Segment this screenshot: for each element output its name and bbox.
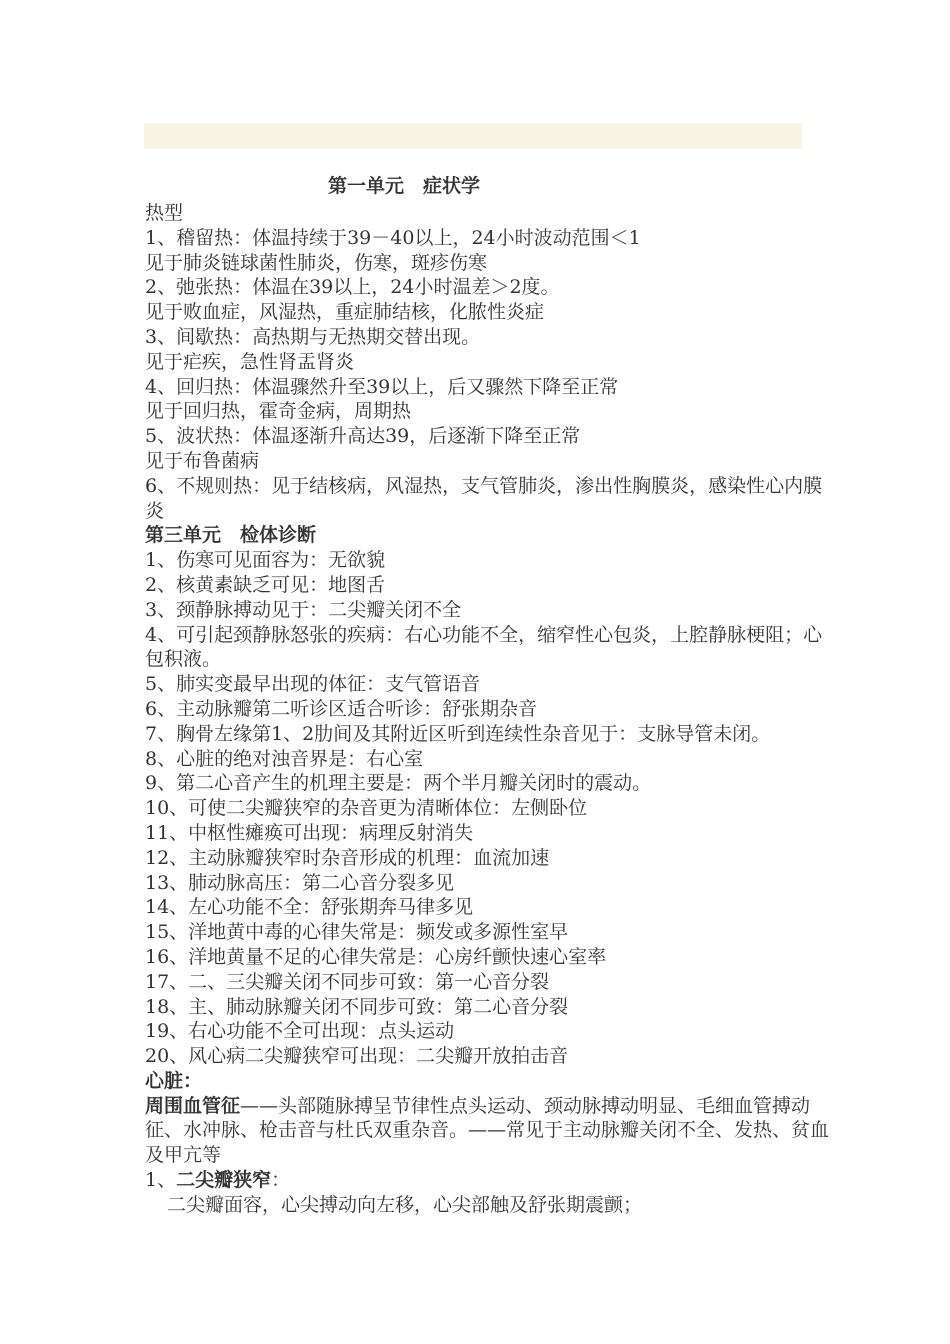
unit1-section xyxy=(145,201,835,523)
unit1-line: 见于肺炎链球菌性肺炎，伤寒，斑疹伤寒 xyxy=(145,251,488,274)
unit3-title: 第三单元 检体诊断 xyxy=(145,524,317,547)
unit1-line: 见于败血症，风湿热，重症肺结核，化脓性炎症 xyxy=(145,301,545,324)
unit1-title: 第一单元 症状学 xyxy=(328,175,481,197)
unit3-item: 15、洋地黄中毒的心律失常是：频发或多源性室早 xyxy=(145,921,569,944)
unit3-item: 20、风心病二尖瓣狭窄可出现：二尖瓣开放拍击音 xyxy=(145,1045,569,1068)
unit3-item: 1、伤寒可见面容为：无欲貌 xyxy=(145,549,386,572)
peripheral-vascular-sign xyxy=(145,1094,835,1168)
unit3-item: 9、第二心音产生的机理主要是：两个半月瓣关闭时的震动。 xyxy=(145,772,652,795)
unit3-item: 17、二、三尖瓣关闭不同步可致：第一心音分裂 xyxy=(145,970,550,993)
unit1-line: 见于布鲁菌病 xyxy=(145,449,260,472)
unit1-line: 热型 xyxy=(145,202,184,224)
unit3-item: 19、右心功能不全可出现：点头运动 xyxy=(145,1020,455,1043)
unit3-item: 16、洋地黄量不足的心律失常是：心房纤颤快速心室率 xyxy=(145,945,607,968)
unit1-line: 4、回归热：体温骤然升至39以上，后又骤然下降至正常 xyxy=(145,375,619,398)
unit1-line: 见于回归热，霍奇金病，周期热 xyxy=(145,400,412,423)
unit3-item: 3、颈静脉搏动见于：二尖瓣关闭不全 xyxy=(145,598,462,621)
unit3-item: 6、主动脉瓣第二听诊区适合听诊：舒张期杂音 xyxy=(145,697,538,720)
mitral-stenosis-text: 二尖瓣面容，心尖搏动向左移，心尖部触及舒张期震颤； xyxy=(167,1193,643,1216)
unit3-item: 8、心脏的绝对浊音界是：右心室 xyxy=(145,747,424,770)
header-band xyxy=(144,123,802,149)
unit3-item: 2、核黄素缺乏可见：地图舌 xyxy=(145,573,386,596)
unit3-item: 18、主、肺动脉瓣关闭不同步可致：第二心音分裂 xyxy=(145,995,569,1018)
unit3-item: 11、中枢性瘫痪可出现：病理反射消失 xyxy=(145,821,474,844)
mitral-stenosis-heading xyxy=(145,1168,835,1193)
unit1-line: 3、间歇热：高热期与无热期交替出现。 xyxy=(145,325,481,348)
mitral-stenosis-title: 二尖瓣狭窄 xyxy=(176,1169,272,1192)
unit1-line: 6、不规则热：见于结核病，风湿热，支气管肺炎，渗出性胸膜炎，感染性心内膜炎 xyxy=(145,474,823,522)
unit3-item: 14、左心功能不全：舒张期奔马律多见 xyxy=(145,896,474,919)
heart-heading: 心脏： xyxy=(145,1069,203,1092)
unit3-item: 13、肺动脉高压：第二心音分裂多见 xyxy=(145,871,455,894)
unit3-item: 5、肺实变最早出现的体征：支气管语音 xyxy=(145,673,481,696)
unit3-item: 10、可使二尖瓣狭窄的杂音更为清晰体位：左侧卧位 xyxy=(145,797,588,820)
mitral-stenosis-number: 1、 xyxy=(145,1169,177,1192)
peripheral-vascular-sign-term: 周围血管征 xyxy=(145,1094,241,1117)
unit3-item: 7、胸骨左缘第1、2肋间及其附近区听到连续性杂音见于：支脉导管未闭。 xyxy=(145,722,771,745)
unit1-line: 1、稽留热：体温持续于39－40以上，24小时波动范围＜1 xyxy=(145,226,641,249)
unit1-line: 2、弛张热：体温在39以上，24小时温差＞2度。 xyxy=(145,276,560,299)
unit1-line: 见于疟疾，急性肾盂肾炎 xyxy=(145,350,355,373)
unit3-section xyxy=(145,548,835,1069)
unit3-item: 12、主动脉瓣狭窄时杂音形成的机理：血流加速 xyxy=(145,846,550,869)
mitral-stenosis-colon: ： xyxy=(271,1169,291,1192)
unit3-item: 4、可引起颈静脉怒张的疾病：右心功能不全，缩窄性心包炎，上腔静脉梗阻；心包积液。 xyxy=(145,623,823,671)
peripheral-vascular-sign-desc: ——头部随脉搏呈节律性点头运动、颈动脉搏动明显、毛细血管搏动征、水冲脉、枪击音与杜氏双重杂音。——常见于主动脉瓣关闭不全、发热、贫血及甲亢等 xyxy=(145,1094,830,1167)
document-body xyxy=(145,171,835,1218)
unit1-line: 5、波状热：体温逐渐升高达39，后逐渐下降至正常 xyxy=(145,425,581,448)
